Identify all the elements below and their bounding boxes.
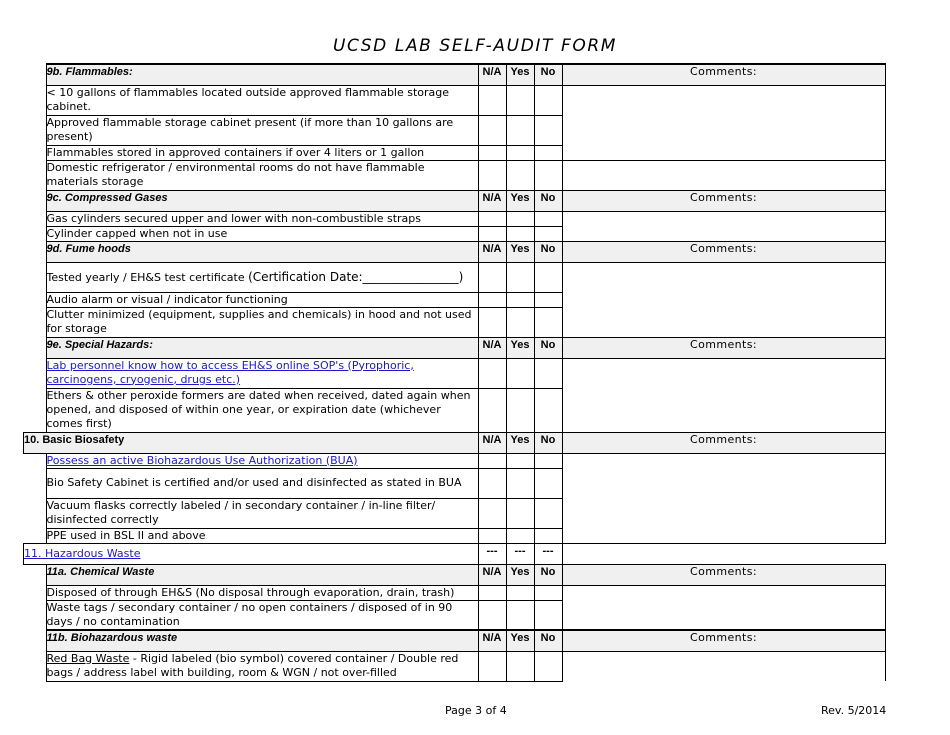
na-checkbox[interactable] xyxy=(478,85,506,115)
page-number: Page 3 of 4 xyxy=(445,704,507,717)
yes-checkbox[interactable] xyxy=(506,145,534,160)
comments-header: Comments: xyxy=(562,432,885,453)
yes-checkbox[interactable] xyxy=(506,115,534,145)
section-header-9b xyxy=(24,64,886,85)
no-checkbox[interactable] xyxy=(534,226,562,241)
na-checkbox[interactable] xyxy=(478,600,506,630)
item-text: Flammables stored in approved containers if over 4 liters or 1 gallon xyxy=(46,145,478,160)
comments-box[interactable] xyxy=(562,211,885,241)
na-checkbox[interactable] xyxy=(478,468,506,498)
item-text: < 10 gallons of flammables located outside approved flammable storage cabinet. xyxy=(46,85,478,115)
na-checkbox[interactable] xyxy=(478,453,506,468)
yes-checkbox[interactable] xyxy=(506,388,534,432)
no-checkbox[interactable] xyxy=(534,85,562,115)
no-checkbox[interactable] xyxy=(534,358,562,388)
section-title-11a: 11a. Chemical Waste xyxy=(46,564,478,585)
na-checkbox[interactable] xyxy=(478,585,506,600)
yes-header: Yes xyxy=(506,432,534,453)
item-text: Vacuum flasks correctly labeled / in secondary container / in-line filter/ disinfected correctly xyxy=(46,498,478,528)
revision-label: Rev. 5/2014 xyxy=(821,704,887,717)
yes-checkbox[interactable] xyxy=(506,585,534,600)
item-text: Approved flammable storage cabinet present (if more than 10 gallons are present) xyxy=(46,115,478,145)
bua-link[interactable]: Possess an active Biohazardous Use Authorization (BUA) xyxy=(46,453,478,468)
no-checkbox[interactable] xyxy=(534,585,562,600)
no-header: No xyxy=(534,241,562,262)
no-checkbox[interactable] xyxy=(534,115,562,145)
comments-box[interactable] xyxy=(562,453,885,543)
yes-header: Yes xyxy=(506,630,534,651)
yes-checkbox[interactable] xyxy=(506,600,534,630)
yes-header: Yes xyxy=(506,337,534,358)
no-header: No xyxy=(534,564,562,585)
na-checkbox[interactable] xyxy=(478,160,506,190)
no-header: No xyxy=(534,337,562,358)
no-checkbox[interactable] xyxy=(534,262,562,292)
checklist-row xyxy=(24,160,886,190)
checklist-row xyxy=(24,85,886,115)
yes-header: Yes xyxy=(506,64,534,85)
yes-header: Yes xyxy=(506,190,534,211)
no-checkbox[interactable] xyxy=(534,145,562,160)
na-checkbox[interactable] xyxy=(478,292,506,307)
item-text xyxy=(46,262,478,292)
red-bag-waste-label: Red Bag Waste xyxy=(46,651,130,665)
section-title-9e: 9e. Special Hazards: xyxy=(46,337,478,358)
yes-checkbox[interactable] xyxy=(506,226,534,241)
item-text: PPE used in BSL II and above xyxy=(46,528,478,543)
na-checkbox[interactable] xyxy=(478,388,506,432)
na-checkbox[interactable] xyxy=(478,528,506,543)
item-text: Ethers & other peroxide formers are dated when received, dated again when opened, and disposed of within one year, or expiration date (whichever comes first) xyxy=(46,388,478,432)
comments-box[interactable] xyxy=(562,262,885,337)
yes-checkbox[interactable] xyxy=(506,651,534,681)
section-header-11b xyxy=(24,630,886,651)
no-dash: --- xyxy=(534,543,562,564)
item-text-detail: - Rigid labeled (bio symbol) covered container / Double red bags / address label with building, room & WGN / not over-filled xyxy=(46,651,459,679)
checklist-row xyxy=(24,262,886,292)
section-title-9b: 9b. Flammables: xyxy=(46,64,478,85)
comments-box[interactable] xyxy=(562,85,885,160)
section-title-10: 10. Basic Biosafety xyxy=(24,432,479,453)
section-title-9d: 9d. Fume hoods xyxy=(46,241,478,262)
comments-header: Comments: xyxy=(562,337,885,358)
section-header-11a xyxy=(24,564,886,585)
yes-checkbox[interactable] xyxy=(506,528,534,543)
audit-table xyxy=(23,63,886,682)
na-header: N/A xyxy=(478,630,506,651)
no-header: No xyxy=(534,190,562,211)
comments-header: Comments: xyxy=(562,564,885,585)
no-checkbox[interactable] xyxy=(534,528,562,543)
item-text: Clutter minimized (equipment, supplies and chemicals) in hood and not used for storage xyxy=(46,307,478,337)
na-header: N/A xyxy=(478,64,506,85)
no-checkbox[interactable] xyxy=(534,600,562,630)
na-checkbox[interactable] xyxy=(478,262,506,292)
section-title-11b: 11b. Biohazardous waste xyxy=(46,630,478,651)
na-checkbox[interactable] xyxy=(478,358,506,388)
section-title-9c: 9c. Compressed Gases xyxy=(46,190,478,211)
no-header: No xyxy=(534,64,562,85)
na-checkbox[interactable] xyxy=(478,498,506,528)
comments-header: Comments: xyxy=(562,64,885,85)
yes-checkbox[interactable] xyxy=(506,453,534,468)
no-checkbox[interactable] xyxy=(534,388,562,432)
yes-header: Yes xyxy=(506,241,534,262)
yes-header: Yes xyxy=(506,564,534,585)
na-checkbox[interactable] xyxy=(478,226,506,241)
na-header: N/A xyxy=(478,241,506,262)
yes-checkbox[interactable] xyxy=(506,211,534,226)
na-dash: --- xyxy=(478,543,506,564)
sop-link[interactable]: Lab personnel know how to access EH&S online SOP's (Pyrophoric, carcinogens, cryogenic, drugs etc.) xyxy=(46,358,478,388)
comments-box[interactable] xyxy=(562,358,885,432)
na-header: N/A xyxy=(478,432,506,453)
comments-box[interactable] xyxy=(562,585,885,630)
item-text-main: Tested yearly / EH&S test certificate xyxy=(46,270,245,284)
no-checkbox[interactable] xyxy=(534,453,562,468)
na-checkbox[interactable] xyxy=(478,211,506,226)
section-header-11 xyxy=(24,543,886,564)
checklist-row xyxy=(24,358,886,388)
item-text: Domestic refrigerator / environmental rooms do not have flammable materials storage xyxy=(46,160,478,190)
na-header: N/A xyxy=(478,564,506,585)
na-header: N/A xyxy=(478,190,506,211)
yes-checkbox[interactable] xyxy=(506,358,534,388)
yes-checkbox[interactable] xyxy=(506,468,534,498)
yes-checkbox[interactable] xyxy=(506,262,534,292)
comments-header: Comments: xyxy=(562,630,885,651)
no-checkbox[interactable] xyxy=(534,211,562,226)
comments-header: Comments: xyxy=(562,241,885,262)
section-header-9d xyxy=(24,241,886,262)
na-checkbox[interactable] xyxy=(478,307,506,337)
comments-box[interactable] xyxy=(562,651,885,681)
yes-dash: --- xyxy=(506,543,534,564)
no-checkbox[interactable] xyxy=(534,292,562,307)
comments-header: Comments: xyxy=(562,190,885,211)
no-checkbox[interactable] xyxy=(534,468,562,498)
no-header: No xyxy=(534,432,562,453)
form-title: UCSD LAB SELF-AUDIT FORM xyxy=(332,36,618,56)
checklist-row xyxy=(24,453,886,468)
no-header: No xyxy=(534,630,562,651)
comments-box[interactable] xyxy=(562,160,885,190)
na-checkbox[interactable] xyxy=(478,145,506,160)
yes-checkbox[interactable] xyxy=(506,292,534,307)
yes-checkbox[interactable] xyxy=(506,307,534,337)
hazardous-waste-link[interactable]: 11. Hazardous Waste xyxy=(24,543,479,564)
section-header-9c xyxy=(24,190,886,211)
checklist-row xyxy=(24,211,886,226)
no-checkbox[interactable] xyxy=(534,651,562,681)
yes-checkbox[interactable] xyxy=(506,498,534,528)
item-text: Audio alarm or visual / indicator functioning xyxy=(46,292,478,307)
item-text: Bio Safety Cabinet is certified and/or used and disinfected as stated in BUA xyxy=(46,468,478,498)
section-header-9e xyxy=(24,337,886,358)
item-text xyxy=(46,651,478,681)
no-checkbox[interactable] xyxy=(534,307,562,337)
na-checkbox[interactable] xyxy=(478,115,506,145)
checklist-row xyxy=(24,651,886,681)
section-header-10 xyxy=(24,432,886,453)
checklist-row xyxy=(24,585,886,600)
no-checkbox[interactable] xyxy=(534,498,562,528)
item-text: Cylinder capped when not in use xyxy=(46,226,478,241)
na-checkbox[interactable] xyxy=(478,651,506,681)
item-text: Disposed of through EH&S (No disposal through evaporation, drain, trash) xyxy=(46,585,478,600)
yes-checkbox[interactable] xyxy=(506,85,534,115)
na-header: N/A xyxy=(478,337,506,358)
item-text: Waste tags / secondary container / no open containers / disposed of in 90 days / no contamination xyxy=(46,600,478,630)
no-checkbox[interactable] xyxy=(534,160,562,190)
item-text: Gas cylinders secured upper and lower with non-combustible straps xyxy=(46,211,478,226)
yes-checkbox[interactable] xyxy=(506,160,534,190)
certification-date-field: (Certification Date:________________) xyxy=(248,269,464,284)
